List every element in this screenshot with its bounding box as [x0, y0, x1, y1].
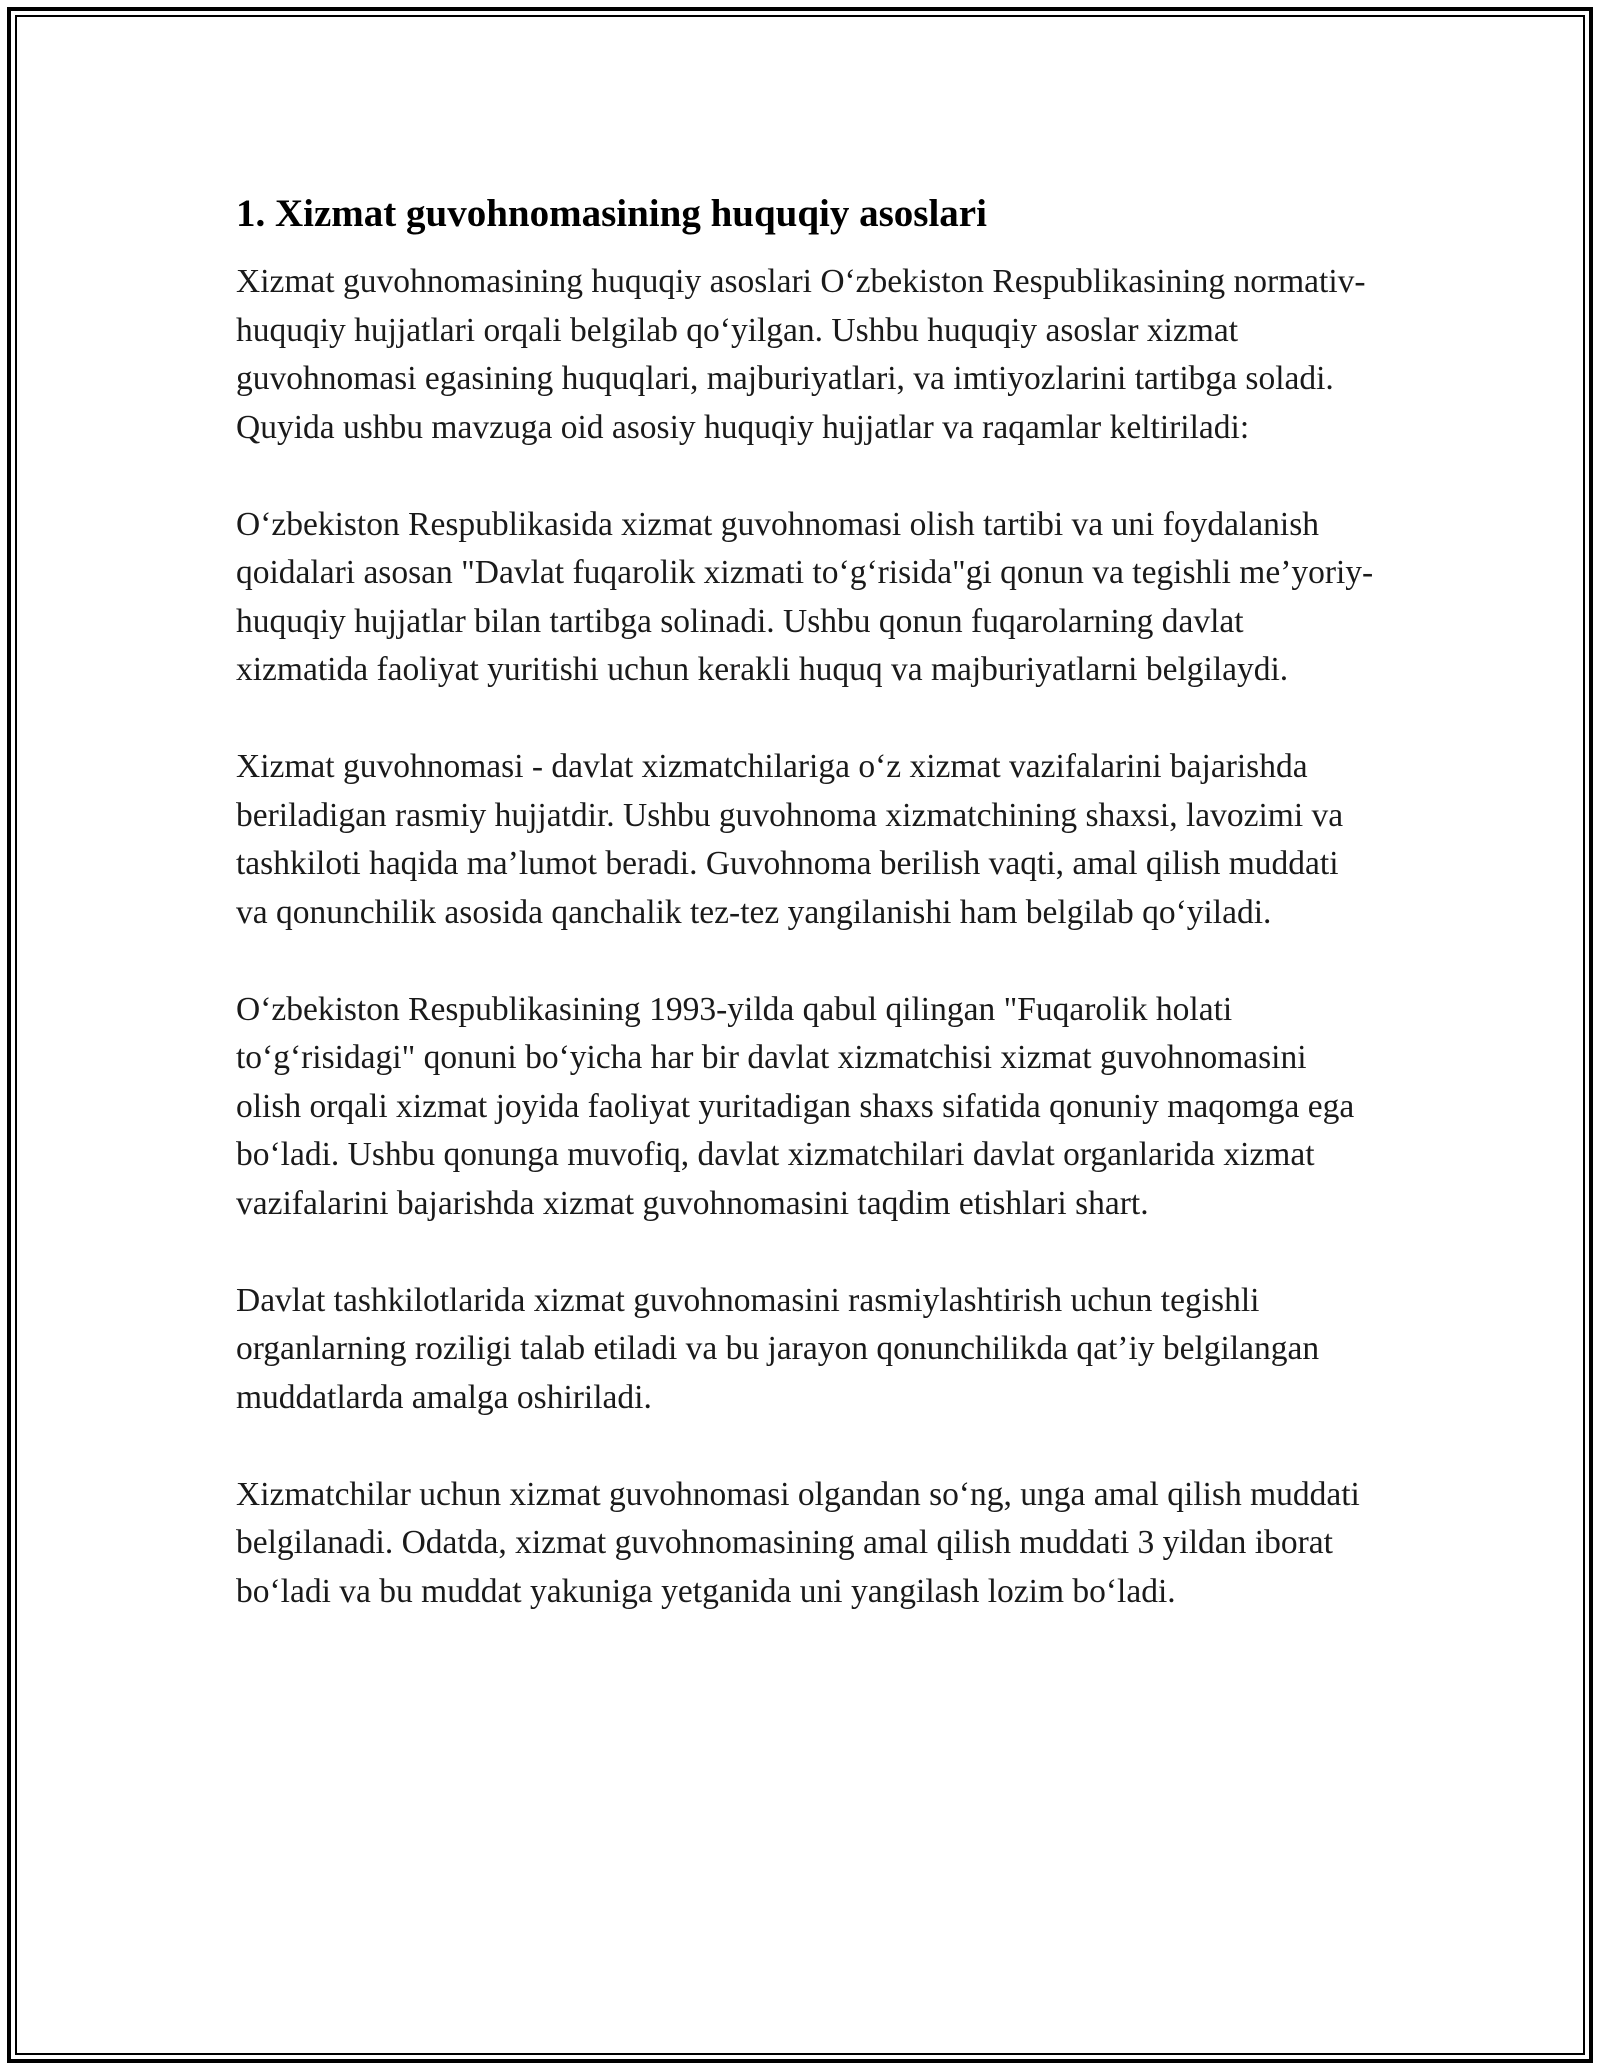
paragraph-definition: Xizmat guvohnomasi - davlat xizmatchilariga o‘z xizmat vazifalarini bajarishda beriladigan rasmiy hujjatdir. Ushbu guvohnoma xizmatchining shaxsi, lavozimi va tashkiloti haqida ma’lumot beradi. Guvohnoma berilish vaqti, amal qilish muddati va qonunchilik asosida qanchalik tez-tez yangilanishi ham belgilab qo‘yiladi. [236, 748, 1344, 931]
paragraph-civil-service-law: O‘zbekiston Respublikasida xizmat guvohnomasi olish tartibi va uni foydalanish qoidalari asosan "Davlat fuqarolik xizmati to‘g‘risida"gi qonun va tegishli me’yoriy-huquqiy hujjatlar bilan tartibga solinadi. Ushbu qonun fuqarolarning davlat xizmatida faoliyat yuritishi uchun kerakli huquq va majburiyatlarni belgilaydi. [236, 505, 1374, 688]
document-body [236, 187, 1376, 1665]
paragraph-approval: Davlat tashkilotlarida xizmat guvohnomasini rasmiylashtirish uchun tegishli organlarning roziligi talab etiladi va bu jarayon qonunchilikda qat’iy belgilangan muddatlarda amalga oshiriladi. [236, 1281, 1320, 1416]
section-heading: 1. Xizmat guvohnomasining huquqiy asoslari [236, 192, 987, 235]
paragraph-1993-law: O‘zbekiston Respublikasining 1993-yilda qabul qilingan "Fuqarolik holati to‘g‘risidagi" qonuni bo‘yicha har bir davlat xizmatchisi xizmat guvohnomasini olish orqali xizmat joyida faoliyat yuritadigan shaxs sifatida qonuniy maqomga ega bo‘ladi. Ushbu qonunga muvofiq, davlat xizmatchilari davlat organlarida xizmat vazifalarini bajarishda xizmat guvohnomasini taqdim etishlari shart. [236, 990, 1355, 1222]
paragraph-intro: Xizmat guvohnomasining huquqiy asoslari O‘zbekiston Respublikasining normativ-huquqiy hujjatlari orqali belgilab qo‘yilgan. Ushbu huquqiy asoslar xizmat guvohnomasi egasining huquqlari, majburiyatlari, va imtiyozlarini tartibga soladi. Quyida ushbu mavzuga oid asosiy huquqiy hujjatlar va raqamlar keltiriladi: [236, 263, 1366, 446]
paragraph-validity: Xizmatchilar uchun xizmat guvohnomasi olgandan so‘ng, unga amal qilish muddati belgilanadi. Odatda, xizmat guvohnomasining amal qilish muddati 3 yildan iborat bo‘ladi va bu muddat yakuniga yetganida uni yangilash lozim bo‘ladi. [236, 1475, 1360, 1610]
